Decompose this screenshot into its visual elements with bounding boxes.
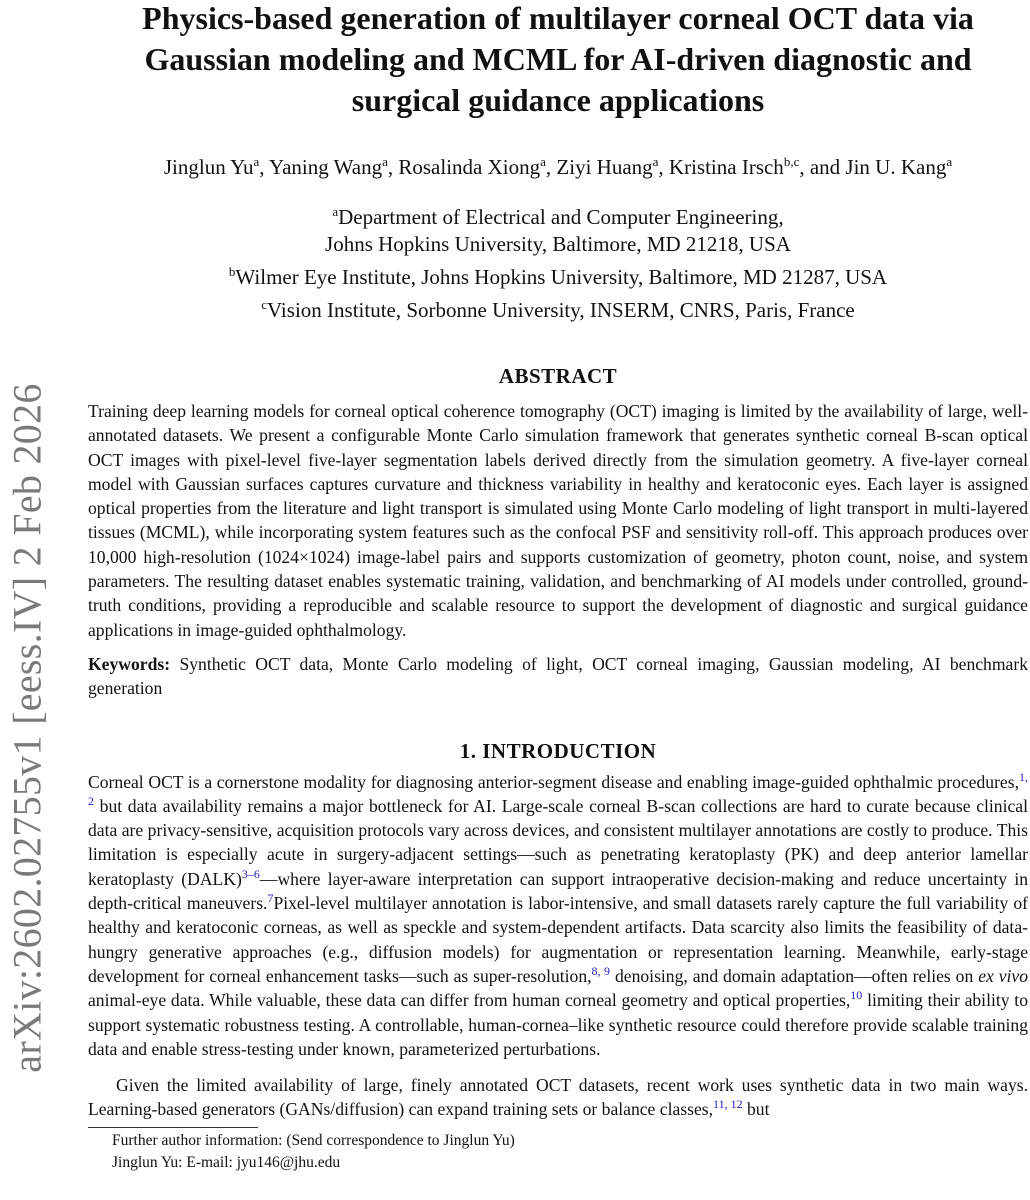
footnote-rule xyxy=(88,1127,258,1128)
abstract-text: Training deep learning models for corneal optical coherence tomography (OCT) imaging is limited by the availability of large, well-annotated datasets. We present a configurable Monte Carlo simulation framework that generates synthetic corneal B-scan optical OCT images with pixel-level five-layer segmentation labels derived directly from the simulation geometry. A five-layer corneal model with Gaussian surfaces captures curvature and thickness variability in healthy and keratoconic eyes. Each layer is assigned optical properties from the literature and light transport is simulated using Monte Carlo modeling of light transport in multi-layered tissues (MCML), while incorporating system features such as the confocal PSF and sensitivity roll-off. This approach produces over 10,000 high-resolution (1024×1024) image-label pairs and supports customization of geometry, photon count, noise, and system parameters. The resulting dataset enables systematic training, validation, and benchmarking of AI models under controlled, ground-truth conditions, providing a reproducible and scalable resource to support the development of diagnostic and surgical guidance applications in image-guided ophthalmology. xyxy=(88,401,1028,640)
keywords xyxy=(88,652,1028,701)
citation-link[interactable]: 3–6 xyxy=(241,866,260,881)
arxiv-sidebar xyxy=(0,278,54,1178)
citation-link[interactable]: 1, 2 xyxy=(88,769,1028,808)
italic-term: ex vivo xyxy=(978,965,1029,986)
footnotes xyxy=(112,1130,515,1174)
abstract-heading: ABSTRACT xyxy=(498,364,618,388)
paper-page xyxy=(88,0,1029,1171)
citation-link[interactable]: 11, 12 xyxy=(713,1097,743,1112)
text-run: Pixel-level multilayer annotation is labor-intensive, and small datasets rarely capture the full variability of healthy and keratoconic corneas, as well as speckle and system-dependent artifacts. Data scarcity also limits the feasibility of data-hungry generative approaches (e.g., diffusion models) for augmentation or representation learning. Meanwhile, early-stage development for corneal enhancement tasks—such as super-resolution, xyxy=(88,893,1028,986)
author: Yaning Wang$^a$ xyxy=(269,154,388,179)
text-run: limiting their ability to support systematic robustness testing. A controllable, human-cornea–like synthetic resource could therefore provide scalable training data and enable stress-testing under known, parameterized perturbations. xyxy=(88,990,1028,1059)
text-run: but xyxy=(742,1099,770,1120)
keywords-list: Synthetic OCT data, Monte Carlo modeling of light, OCT corneal imaging, Gaussian modeling, AI benchmark generation xyxy=(88,653,1028,699)
author: Jin U. Kang$^a$ xyxy=(845,154,953,179)
text-run: Corneal OCT is a cornerstone modality for diagnosing anterior-segment disease and enabling image-guided ophthalmic procedures, xyxy=(88,771,1019,792)
footnote-email: Jinglun Yu: E-mail: jyu146@jhu.edu xyxy=(112,1154,341,1171)
paper-title: Physics-based generation of multilayer corneal OCT data via Gaussian modeling and MCML for AI-driven diagnostic and surgical guidance applications xyxy=(142,0,974,118)
author: Rosalinda Xiong$^a$ xyxy=(398,154,546,179)
keywords-label: Keywords: xyxy=(88,653,171,674)
text-run: animal-eye data. While valuable, these data can differ from human corneal geometry and optical properties, xyxy=(88,990,851,1011)
citation-link[interactable]: 7 xyxy=(267,891,274,906)
introduction-heading: 1. INTRODUCTION xyxy=(459,738,657,763)
author: Ziyi Huang$^a$ xyxy=(556,154,659,179)
affiliation: $^b$Wilmer Eye Institute, Johns Hopkins University, Baltimore, MD 21287, USA xyxy=(228,264,888,289)
affiliation-continued: Johns Hopkins University, Baltimore, MD 21218, USA xyxy=(325,232,791,256)
text-run: denoising, and domain adaptation—often relies on xyxy=(610,965,979,986)
intro-paragraph-2 xyxy=(88,1073,1028,1122)
affiliation: $^c$Vision Institute, Sorbonne University, INSERM, CNRS, Paris, France xyxy=(261,297,855,322)
text-run: Given the limited availability of large, finely annotated OCT datasets, recent work uses synthetic data in two main ways. Learning-based generators (GANs/diffusion) can expand training sets or balance classes, xyxy=(88,1075,1028,1120)
citation-link[interactable]: 8, 9 xyxy=(591,964,611,979)
intro-paragraph-1 xyxy=(88,770,1028,1062)
affiliation: $^a$Department of Electrical and Computer Engineering, xyxy=(332,204,784,229)
text-run: —where layer-aware interpretation can support intraoperative decision-making and reduce uncertainty in depth-critical maneuvers. xyxy=(88,868,1028,914)
citation-link[interactable]: 10 xyxy=(850,988,863,1003)
arxiv-identifier: arXiv:2602.02755v1 [eess.IV] 2 Feb 2026 xyxy=(4,383,50,1073)
author: Jinglun Yu$^a$ xyxy=(163,154,260,179)
author: Kristina Irsch$^{b,c}$ xyxy=(668,154,800,179)
author-list: Jinglun Yu$^a$, Yaning Wang$^a$, Rosalinda Xiong$^a$, Ziyi Huang$^a$, Kristina Irsch$^{b,c}$, and Jin U. Kang$^a$ xyxy=(163,154,953,179)
footnote-author-info: Further author information: (Send correspondence to Jinglun Yu) xyxy=(112,1132,515,1149)
affiliations xyxy=(88,198,1028,324)
text-run: but data availability remains a major bottleneck for AI. Large-scale corneal B-scan collections are hard to curate because clinical data are privacy-sensitive, acquisition protocols vary across devices, and consistent multilayer annotations are costly to produce. This limitation is especially acute in surgery-adjacent settings—such as penetrating keratoplasty (PK) and deep anterior lamellar keratoplasty (DALK) xyxy=(88,795,1028,889)
